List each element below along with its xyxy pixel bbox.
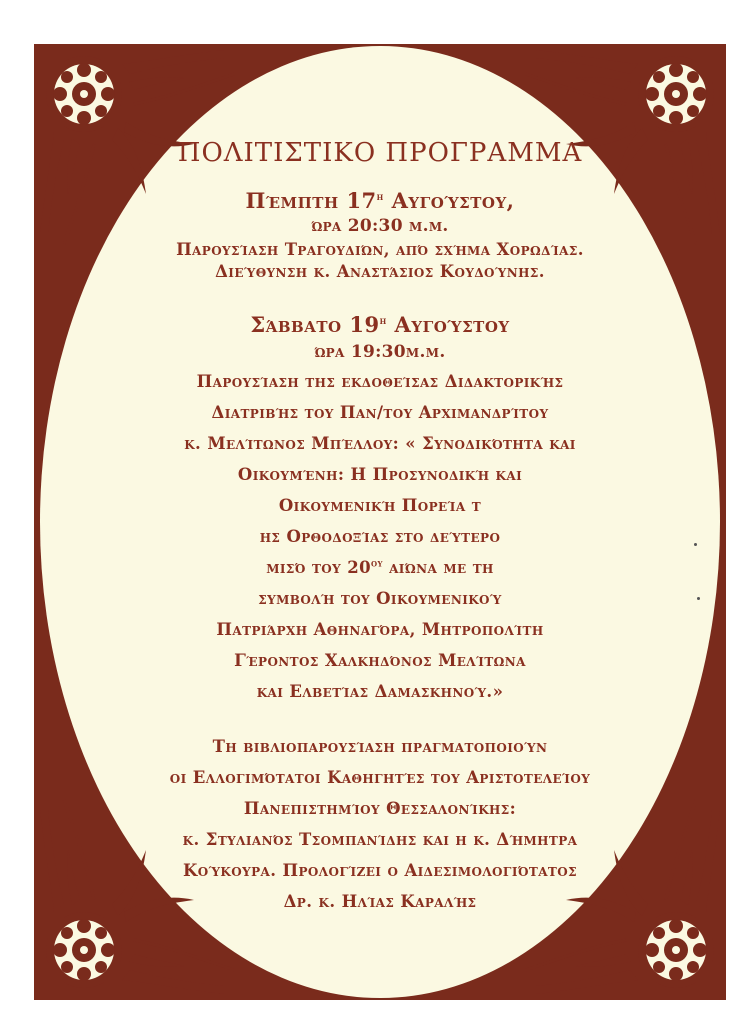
scan-speck	[697, 597, 700, 600]
event2-date-day: Σάββατο 19	[250, 312, 380, 337]
event1-line: Παρουσίαση Τραγουδιών, από σχήμα Χορωδίας.	[176, 240, 584, 259]
event2-time: ώρα 19:30μ.μ.	[314, 342, 446, 362]
event2-date	[34, 312, 726, 337]
event2-line: Γέροντος Χαλκηδόνος Μελίτωνα	[234, 651, 526, 670]
event2-line: Παρουσίαση της εκδοθείσας Διδακτορικής	[196, 372, 564, 391]
event2-line: Διατριβής του Παν/του Αρχιμανδρίτου	[211, 403, 549, 422]
event1-date-day: Πέμπτη 17	[245, 188, 377, 213]
presenters-line: Κούκουρα. Προλογίζει ο Αιδεσιμολογιότατος	[183, 861, 577, 880]
event1-time: ώρα 20:30 μ.μ.	[311, 216, 449, 236]
presenters-line: Πανεπιστημίου Θεσσαλονίκης:	[243, 799, 517, 818]
event2-line: Οικουμένη: Η Προσυνοδική και	[237, 465, 523, 484]
presenters-line: Τη βιβλιοπαρουσίαση πραγματοποιούν	[212, 737, 548, 756]
event2-line: Οικουμενική Πορεία τ	[278, 496, 482, 515]
event2-date-suffix: η	[379, 316, 387, 327]
event2-date-month: Αυγούστου	[386, 312, 510, 337]
century-suffix: ου	[371, 558, 383, 570]
event2-line: και Ελβετίας Δαμασκηνού.»	[256, 682, 504, 701]
event2-line-part: αιώνα με τη	[382, 558, 494, 577]
event1-date-suffix: η	[376, 192, 384, 203]
scan-speck	[694, 543, 697, 546]
event2-line: Πατριάρχη Αθηναγόρα, Μητροπολίτη	[216, 620, 544, 639]
event1-date-month: Αυγούστου,	[383, 188, 515, 213]
event2-line: κ. Μελίτωνος Μπέλλου: « Συνοδικότητα και	[184, 434, 576, 453]
event1-date	[34, 188, 726, 213]
event2-line: ης Ορθοδοξίας στο δεύτερο	[259, 527, 501, 546]
event2-line-part: μισό του 20	[266, 558, 372, 577]
page-title: ΠΟΛΙΤΙΣΤΙΚΟ ΠΡΟΓΡΑΜΜΑ	[177, 138, 583, 168]
presenters-line: οι Ελλογιμότατοι Καθηγητές του Αριστοτελείου	[169, 768, 591, 787]
event1-line: Διεύθυνση κ. Αναστάσιος Κουδούνης.	[215, 262, 545, 281]
presenters-line: Δρ. κ. Ηλίας Καραλής	[283, 892, 477, 911]
event2-line: συμβολή του Οικουμενικού	[258, 589, 502, 608]
presenters-line: κ. Στυλιανός Τσομπανίδης και η κ. Δήμητρα	[182, 830, 578, 849]
event2-line	[34, 558, 726, 577]
